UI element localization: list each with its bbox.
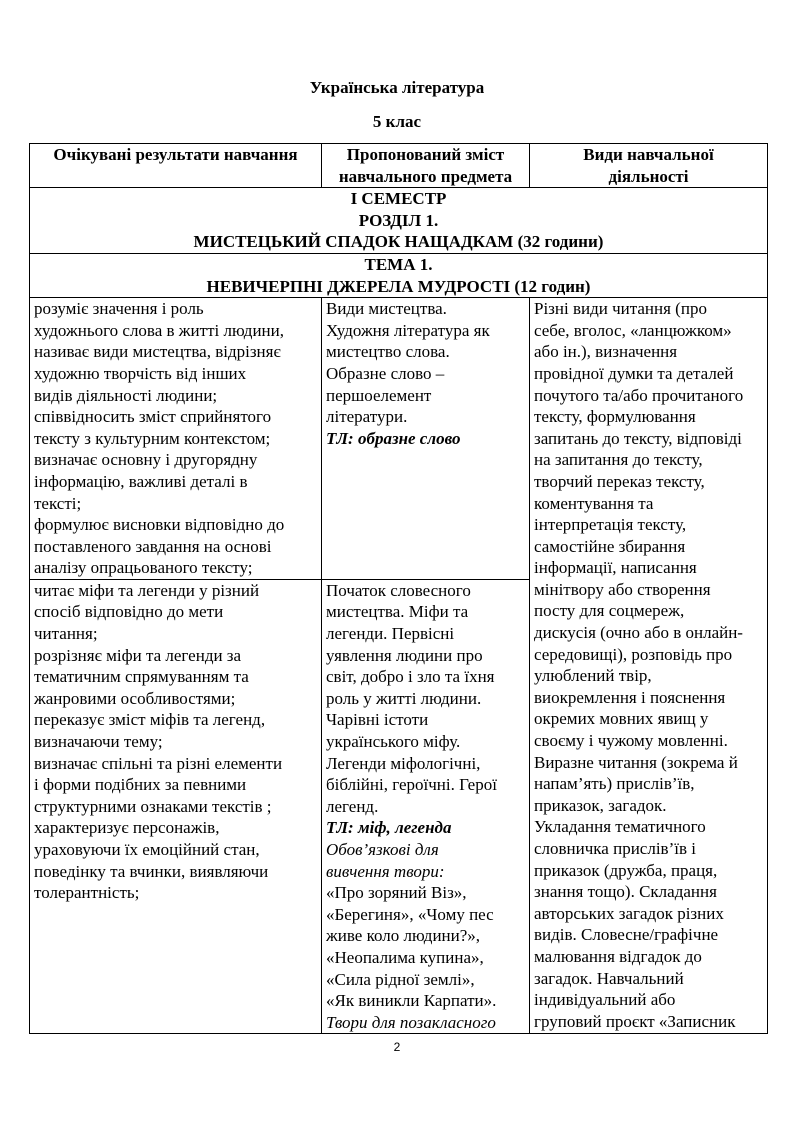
content-line: Початок словесного [326, 580, 471, 600]
result-line: характеризує персонажів, [34, 818, 220, 838]
table-header-row [30, 144, 768, 188]
activities-cell [530, 298, 768, 1034]
activity-line: тексту, формулювання [534, 407, 696, 427]
content-line: світ, добро і зло та їхня [326, 667, 495, 687]
activity-line: напам’ять) прислів’їв, [534, 774, 695, 794]
activity-line: авторських загадок різних [534, 903, 724, 923]
content-line: уявлення людини про [326, 645, 483, 665]
content-line: легенди. Первісні [326, 624, 455, 644]
activity-line: своєму і чужому мовленні. [534, 731, 728, 751]
activity-line: дискусія (очно або в онлайн- [534, 623, 743, 643]
activity-line: коментування та [534, 493, 654, 513]
work-title-line: «Як виникли Карпати». [326, 991, 497, 1011]
semester-heading: І СЕМЕСТР РОЗДІЛ 1. МИСТЕЦЬКИЙ СПАДОК НАЩАДКАМ (32 години) [30, 188, 768, 254]
curriculum-table [29, 143, 768, 1034]
table-row [30, 298, 768, 580]
required-works-label: Обов’язкові для [326, 840, 439, 859]
content-cell-1 [322, 298, 530, 580]
activity-line: груповий проєкт «Записник [534, 1011, 736, 1031]
semester-row [30, 188, 768, 254]
result-line: поставленого завдання на основі [34, 536, 272, 556]
content-line: літератури. [326, 407, 408, 427]
activity-line: малювання відгадок до [534, 946, 702, 966]
work-title-line: живе коло людини?», [326, 926, 481, 946]
page-number: 2 [393, 1040, 401, 1054]
activity-line: улюблений твір, [534, 666, 652, 686]
content-line: легенд. [326, 796, 379, 816]
results-cell-2 [30, 579, 322, 1033]
result-line: визначає спільні та різні елементи [34, 753, 283, 773]
result-line: розрізняє міфи та легенди за [34, 645, 242, 665]
activity-line: виокремлення і пояснення [534, 687, 726, 707]
activity-line: мінітвору або створення [534, 579, 711, 599]
content-line: українського міфу. [326, 732, 461, 752]
activity-line: на запитання до тексту, [534, 450, 703, 470]
term-label: ТЛ: міф, легенда [326, 818, 452, 838]
work-title-line: «Про зоряний Віз», [326, 883, 467, 903]
result-line: читає міфи та легенди у різний [34, 580, 260, 600]
work-title-line: «Неопалима купина», [326, 947, 484, 967]
activity-line: середовищі), розповідь про [534, 644, 733, 664]
result-line: формулює висновки відповідно до [34, 515, 285, 535]
activity-line: Виразне читання (зокрема й [534, 752, 738, 772]
activity-line: інтерпретація тексту, [534, 515, 687, 535]
result-line: інформацію, важливі деталі в [34, 471, 248, 491]
column-header-results: Очікувані результати навчання [30, 144, 322, 188]
activity-line: видів. Словесне/графічне [534, 925, 719, 945]
activity-line: себе, вголос, «ланцюжком» [534, 320, 732, 340]
result-line: і форми подібних за певними [34, 775, 247, 795]
result-line: структурними ознаками текстів ; [34, 796, 272, 816]
content-line: Види мистецтва. [326, 299, 447, 319]
result-line: толерантність; [34, 883, 140, 903]
result-line: видів діяльності людини; [34, 385, 218, 405]
result-line: визначаючи тему; [34, 732, 163, 752]
result-line: художню творчість від інших [34, 363, 247, 383]
grade-title: 5 клас [372, 112, 422, 131]
activity-line: запитань до тексту, відповіді [534, 428, 742, 448]
content-cell-2 [322, 579, 530, 1033]
result-line: тексті; [34, 493, 82, 513]
work-title-line: «Сила рідної землі», [326, 969, 475, 989]
topic-heading: ТЕМА 1. НЕВИЧЕРПНІ ДЖЕРЕЛА МУДРОСТІ (12 годин) [30, 253, 768, 297]
required-works-label: вивчення твори: [326, 861, 445, 881]
activity-line: Різні види читання (про [534, 299, 707, 319]
activity-line: почутого та/або прочитаного [534, 385, 744, 405]
activity-line: самостійне збирання [534, 536, 686, 556]
activity-line: знання тощо). Складання [534, 882, 717, 902]
result-line: визначає основну і другорядну [34, 450, 258, 470]
result-line: ураховуючи їх емоційний стан, [34, 840, 260, 859]
work-title-line: «Берегиня», «Чому пес [326, 904, 494, 924]
activity-line: Укладання тематичного [534, 817, 706, 837]
extra-works-label: Твори для позакласного [326, 1012, 496, 1032]
result-line: спосіб відповідно до мети [34, 602, 224, 622]
result-line: тематичним спрямуванням та [34, 667, 249, 687]
result-line: художнього слова в житті людини, [34, 320, 284, 340]
activity-line: загадок. Навчальний [534, 968, 684, 988]
result-line: поведінку та вчинки, виявляючи [34, 861, 269, 881]
term-label: ТЛ: образне слово [326, 428, 461, 448]
content-line: Легенди міфологічні, [326, 753, 481, 773]
column-header-activities: Види навчальної діяльності [530, 144, 768, 188]
content-line: біблійні, героїчні. Герої [326, 775, 497, 795]
content-line: Чарівні істоти [326, 710, 429, 730]
activity-line: словничка прислів’їв і [534, 839, 696, 858]
topic-row [30, 253, 768, 297]
result-line: аналізу опрацьованого тексту; [34, 558, 253, 578]
activity-line: приказок (дружба, праця, [534, 860, 718, 880]
result-line: тексту з культурним контекстом; [34, 428, 271, 448]
result-line: переказує зміст міфів та легенд, [34, 710, 266, 730]
activity-line: індивідуальний або [534, 990, 676, 1010]
content-line: мистецтво слова. [326, 342, 450, 362]
column-header-content: Пропонований зміст навчального предмета [322, 144, 530, 188]
subject-title: Українська література [309, 78, 485, 97]
activity-line: або ін.), визначення [534, 342, 678, 362]
content-line: першоелемент [326, 385, 432, 405]
result-line: читання; [34, 624, 98, 644]
activity-line: посту для соцмереж, [534, 601, 685, 621]
activity-line: приказок, загадок. [534, 795, 667, 815]
result-line: жанровими особливостями; [34, 688, 236, 708]
activity-line: творчий переказ тексту, [534, 471, 705, 491]
content-line: Образне слово – [326, 363, 445, 383]
result-line: розуміє значення і роль [34, 299, 204, 319]
content-line: мистецтва. Міфи та [326, 602, 469, 622]
activity-line: окремих мовних явищ у [534, 709, 709, 729]
activity-line: провідної думки та деталей [534, 363, 734, 383]
result-line: називає види мистецтва, відрізняє [34, 342, 281, 362]
results-cell-1 [30, 298, 322, 580]
content-line: роль у житті людини. [326, 688, 482, 708]
content-line: Художня література як [326, 320, 490, 340]
activity-line: інформації, написання [534, 558, 697, 578]
result-line: співвідносить зміст сприйнятого [34, 407, 272, 427]
